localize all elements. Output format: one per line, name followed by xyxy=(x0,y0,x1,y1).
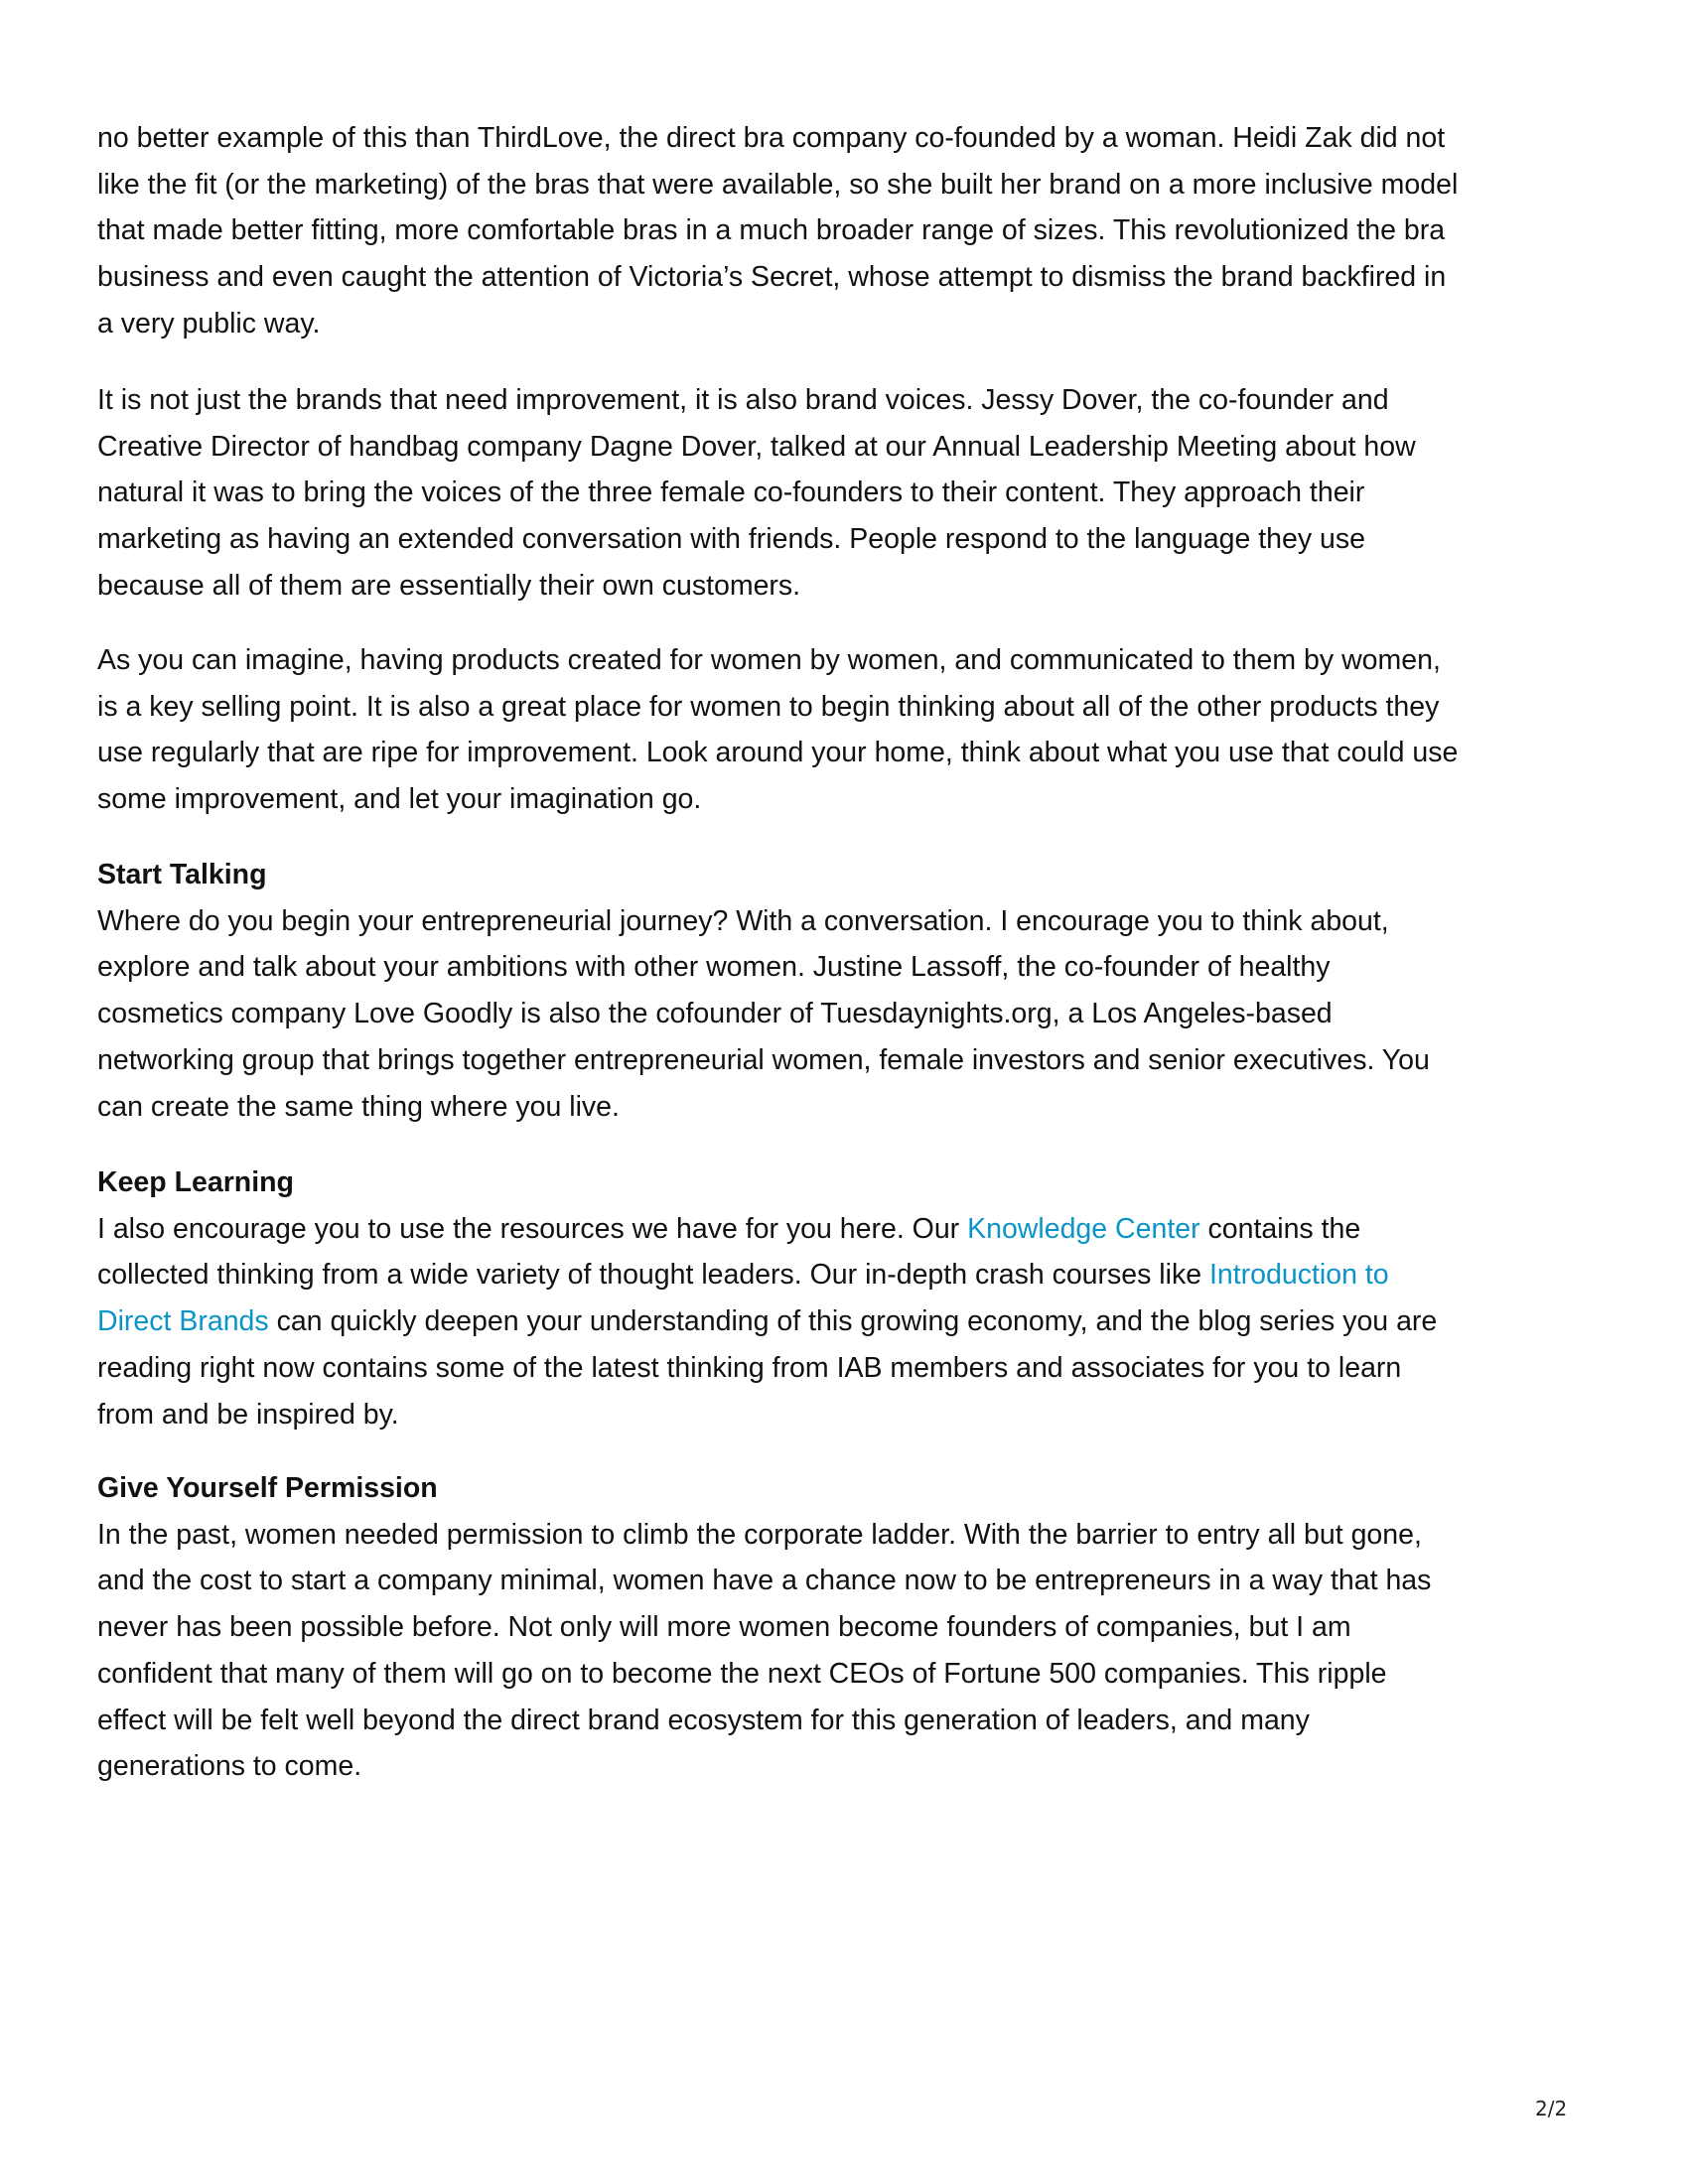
text-line: like the fit (or the marketing) of the bras that were available, so she built her brand on a more inclusive model xyxy=(97,168,1459,201)
text-line: some improvement, and let your imagination go. xyxy=(97,783,702,816)
paragraph-brand-voices xyxy=(97,377,1607,610)
text-line: natural it was to bring the voices of the three female co-founders to their content. They approach their xyxy=(97,477,1365,509)
text-line: reading right now contains some of the latest thinking from IAB members and associates for you to learn xyxy=(97,1351,1402,1384)
paragraph-selling-point xyxy=(97,637,1607,823)
text-line: can create the same thing where you live. xyxy=(97,1090,620,1123)
introduction-to-direct-brands-link[interactable]: Introduction to xyxy=(1208,1259,1389,1292)
text-line: generations to come. xyxy=(97,1750,362,1783)
text-line: It is not just the brands that need improvement, it is also brand voices. Jessy Dover, the co-founder and xyxy=(97,384,1389,416)
paragraph-thirdlove xyxy=(97,115,1607,347)
text-line: a very public way. xyxy=(97,307,321,340)
text-line: use regularly that are ripe for improvement. Look around your home, think about what you use that could use xyxy=(97,737,1459,769)
text-line: As you can imagine, having products created for women by women, and communicated to them by women, xyxy=(97,644,1441,676)
text-line: effect will be felt well beyond the direct brand ecosystem for this generation of leaders, and many xyxy=(97,1704,1310,1736)
text-segment: I also encourage you to use the resources we have for you here. Our xyxy=(97,1212,968,1245)
text-line: from and be inspired by. xyxy=(97,1398,399,1431)
text-line: that made better fitting, more comfortable bras in a much broader range of sizes. This revolutionized the bra xyxy=(97,214,1446,247)
introduction-to-direct-brands-link[interactable]: Direct Brands xyxy=(97,1305,269,1338)
section-start-talking xyxy=(97,852,1607,1130)
text-segment: collected thinking from a wide variety of thought leaders. Our in-depth crash courses like xyxy=(97,1259,1209,1292)
text-line: explore and talk about your ambitions with other women. Justine Lassoff, the co-founder of healthy xyxy=(97,951,1331,984)
section-keep-learning xyxy=(97,1160,1607,1437)
section-heading: Give Yourself Permission xyxy=(97,1472,438,1504)
text-line: In the past, women needed permission to climb the corporate ladder. With the barrier to entry all but gone, xyxy=(97,1518,1422,1551)
text-line xyxy=(97,1298,1607,1345)
text-line: confident that many of them will go on to become the next CEOs of Fortune 500 companies. This ripple xyxy=(97,1657,1387,1690)
text-line xyxy=(97,1206,1607,1253)
text-line: cosmetics company Love Goodly is also the cofounder of Tuesdaynights.org, a Los Angeles-based xyxy=(97,998,1333,1030)
section-heading: Start Talking xyxy=(97,859,267,890)
section-heading: Keep Learning xyxy=(97,1166,294,1198)
text-line: never has been possible before. Not only will more women become founders of companies, but I am xyxy=(97,1611,1351,1644)
text-segment: can quickly deepen your understanding of this growing economy, and the blog series you are xyxy=(268,1305,1438,1338)
text-segment: contains the xyxy=(1199,1212,1361,1245)
section-give-yourself-permission xyxy=(97,1465,1607,1790)
text-line: and the cost to start a company minimal, women have a chance now to be entrepreneurs in a way that has xyxy=(97,1565,1432,1597)
page-number: 2/2 xyxy=(1535,2097,1568,2120)
text-line: networking group that brings together entrepreneurial women, female investors and senior executives. You xyxy=(97,1043,1430,1076)
text-line xyxy=(97,1252,1607,1298)
text-line: Where do you begin your entrepreneurial journey? With a conversation. I encourage you to think about, xyxy=(97,904,1389,937)
text-line: is a key selling point. It is also a great place for women to begin thinking about all of the other products they xyxy=(97,690,1440,723)
text-line: marketing as having an extended conversation with friends. People respond to the language they use xyxy=(97,523,1366,556)
text-line: business and even caught the attention of Victoria’s Secret, whose attempt to dismiss the brand backfired in xyxy=(97,261,1447,294)
text-line: no better example of this than ThirdLove, the direct bra company co-founded by a woman. Heidi Zak did not xyxy=(97,122,1446,154)
knowledge-center-link[interactable]: Knowledge Center xyxy=(967,1212,1200,1245)
text-line: Creative Director of handbag company Dagne Dover, talked at our Annual Leadership Meeting about how xyxy=(97,430,1416,463)
text-line: because all of them are essentially their own customers. xyxy=(97,569,801,602)
